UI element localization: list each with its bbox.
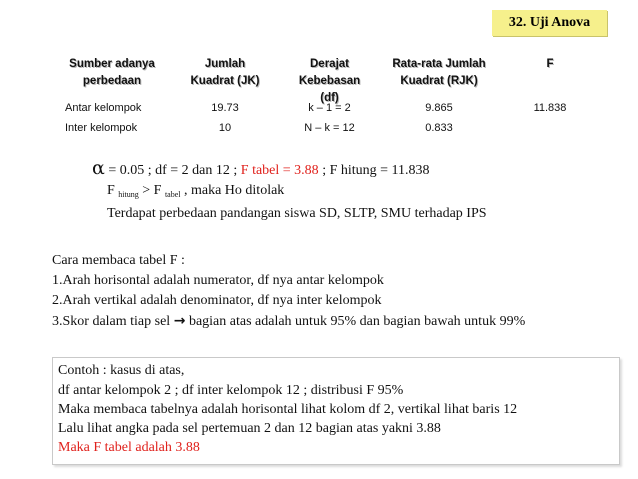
- row2-df: N – k = 12: [304, 122, 355, 134]
- header-sumber-line1: Sumber adanya: [69, 58, 155, 70]
- result-line-2-end: , maka Ho ditolak: [180, 183, 285, 198]
- result-line-3: Terdapat perbedaan pandangan siswa SD, SLTP, SMU terhadap IPS: [107, 206, 487, 221]
- header-sumber: [52, 56, 172, 90]
- arrow-right-icon: →: [173, 313, 186, 329]
- row1-df: k – 1 = 2: [308, 102, 351, 114]
- header-df-line2: Kebebasan: [298, 75, 361, 87]
- example-line-1: Contoh : kasus di atas,: [58, 363, 185, 378]
- row2-rjk: 0.833: [425, 122, 453, 134]
- header-f: [515, 56, 585, 73]
- header-df-line1: Derajat: [310, 58, 349, 70]
- result-line-1-b: ; F hitung = 11.838: [318, 163, 430, 178]
- howto-item-1: 1.Arah horisontal adalah numerator, df nya antar kelompok: [52, 273, 384, 288]
- header-rjk: [380, 56, 498, 90]
- f-hitung-f: F: [107, 183, 119, 198]
- header-df-line3: (df): [320, 92, 339, 104]
- f-tabel-sub: tabel: [164, 190, 181, 199]
- row2-source: Inter kelompok: [65, 122, 138, 134]
- howto-item-3-a: 3.Skor dalam tiap sel: [52, 314, 174, 329]
- row1-source: Antar kelompok: [65, 102, 142, 114]
- result-line-1-a: = 0.05 ; df = 2 dan 12 ;: [104, 163, 241, 178]
- row1-rjk: 9.865: [425, 102, 453, 114]
- example-line-4: Lalu lihat angka pada sel pertemuan 2 dan 12 bagian atas yakni 3.88: [58, 421, 441, 436]
- howto-item-3-b: bagian atas adalah untuk 95% dan bagian bawah untuk 99%: [185, 314, 526, 329]
- f-hitung-sub: hitung: [118, 190, 139, 199]
- result-line-1: [92, 157, 430, 179]
- header-jk: [175, 56, 275, 90]
- example-line-3: Maka membaca tabelnya adalah horisontal lihat kolom df 2, vertikal lihat baris 12: [58, 402, 518, 417]
- header-jk-line1: Jumlah: [204, 58, 246, 70]
- alpha-symbol: α: [92, 157, 105, 179]
- f-tabel-value: F tabel = 3.88: [240, 163, 319, 178]
- howto-item-2: 2.Arah vertikal adalah denominator, df nya inter kelompok: [52, 293, 382, 308]
- header-rjk-line1: Rata-rata Jumlah: [392, 58, 486, 70]
- row2-jk: 10: [218, 122, 232, 134]
- header-df: [282, 56, 377, 107]
- result-line-2-mid: > F: [138, 183, 165, 198]
- header-sumber-line2: perbedaan: [82, 75, 142, 87]
- howto-title: Cara membaca tabel F :: [52, 253, 185, 268]
- row1-jk: 19.73: [211, 102, 239, 114]
- result-line-2: [107, 183, 284, 203]
- row1-f: 11.838: [533, 102, 567, 114]
- slide-title-badge: 32. Uji Anova: [492, 10, 607, 36]
- example-line-2: df antar kelompok 2 ; df inter kelompok 12 ; distribusi F 95%: [58, 383, 404, 398]
- header-jk-line2: Kuadrat (JK): [190, 75, 260, 87]
- example-line-5: Maka F tabel adalah 3.88: [58, 440, 200, 455]
- header-f-line1: F: [546, 58, 554, 70]
- header-rjk-line2: Kuadrat (RJK): [400, 75, 478, 87]
- howto-item-3: [52, 313, 525, 330]
